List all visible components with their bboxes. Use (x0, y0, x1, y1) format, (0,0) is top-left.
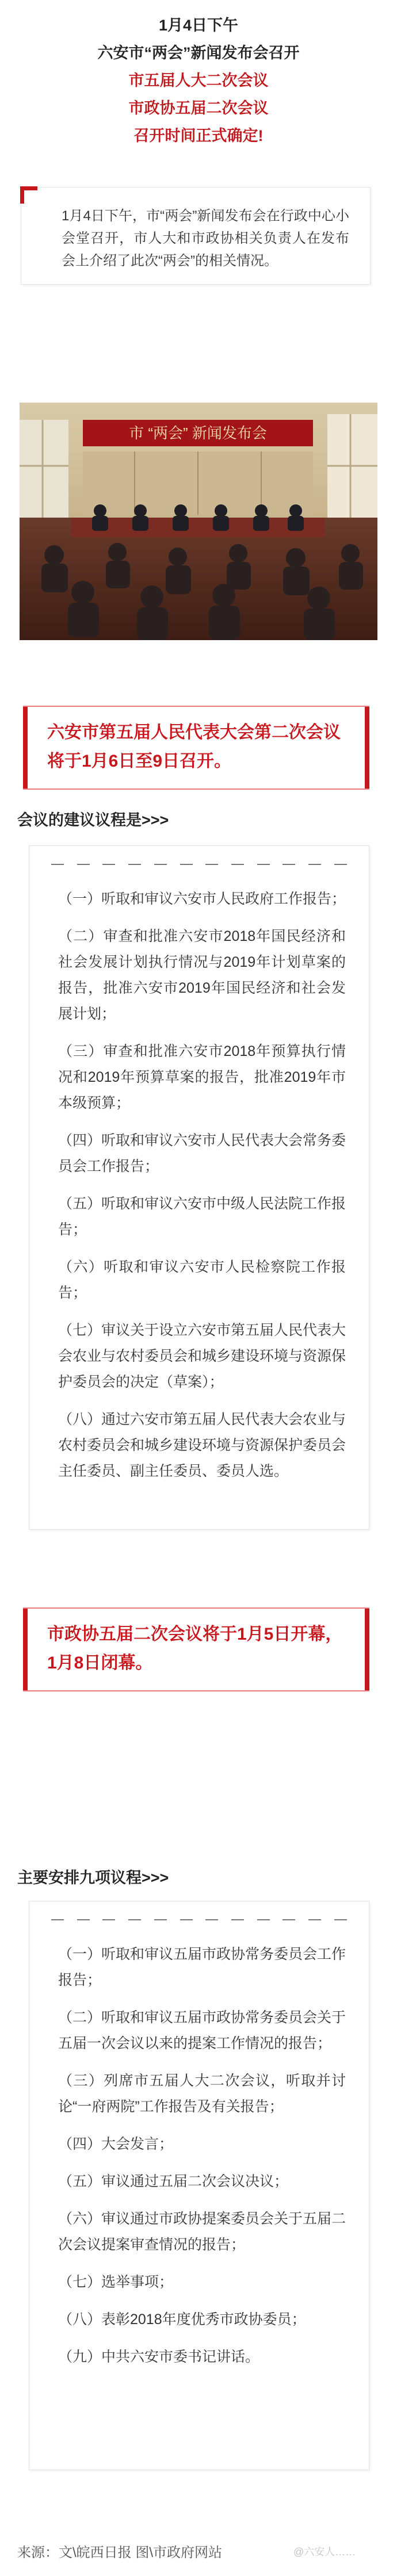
list-item: （四）大会发言； (58, 2136, 174, 2152)
list-item: （四）听取和审议六安市人民代表大会常务委员会工作报告； (58, 1132, 346, 1174)
headline-cppcc: 市政协五届二次会议 (128, 99, 269, 117)
npc-agenda-list (58, 886, 346, 1496)
cppcc-callout-text: 市政协五届二次会议将于1月5日开幕，1月8日闭幕。 (47, 1625, 343, 1672)
headline-npc: 市五届人大二次会议 (128, 72, 269, 89)
list-item: （三）列席市五届人大二次会议，听取并讨论“一府两院”工作报告及有关报告； (58, 2073, 346, 2115)
list-item: （三）审查和批准六安市2018年预算执行情况和2019年预算草案的报告，批准2019年市本级预算； (58, 1043, 346, 1111)
npc-section-title: 会议的建议议程是>>> (17, 812, 169, 829)
list-item: （六）审议通过市政协提案委员会关于五届二次会议提案审查情况的报告； (58, 2211, 346, 2253)
dash-divider (51, 860, 347, 867)
cppcc-section-title: 主要安排九项议程>>> (17, 1869, 169, 1886)
list-item: （二）审查和批准六安市2018年国民经济和社会发展计划执行情况与2019年计划草案的报告，批准六安市2019年国民经济和社会发展计划； (58, 928, 346, 1022)
headline-date: 1月4日下午 (158, 17, 239, 34)
npc-callout-text: 六安市第五届人民代表大会第二次会议将于1月6日至9日召开。 (47, 723, 341, 771)
list-item: （八）通过六安市第五届人民代表大会农业与农村委员会和城乡建设环境与资源保护委员会主任委员、副主任委员、委员人选。 (58, 1411, 346, 1479)
headline-event: 六安市“两会”新闻发布会召开 (97, 44, 300, 62)
cppcc-agenda-list (58, 1942, 346, 2382)
npc-agenda-box (29, 845, 369, 1530)
list-item: （一）听取和审议六安市人民政府工作报告； (58, 891, 346, 907)
cppcc-agenda-box (29, 1901, 369, 2470)
list-item: （七）选举事项； (58, 2274, 174, 2290)
list-item: （八）表彰2018年度优秀市政协委员； (58, 2311, 306, 2328)
watermark: @六安人…… (293, 2546, 356, 2558)
list-item: （七）审议关于设立六安市第五届人民代表大会农业与农村委员会和城乡建设环境与资源保护委员会的决定（草案）； (58, 1322, 346, 1390)
intro-text: 1月4日下午，市“两会”新闻发布会在行政中心小会堂召开，市人大和市政协相关负责人在发布会上介绍了此次“两会”的相关情况。 (62, 208, 349, 269)
list-item: （六）听取和审议六安市人民检察院工作报告； (58, 1259, 346, 1301)
list-item: （五）审议通过五届二次会议决议； (58, 2173, 289, 2190)
dash-divider (51, 1916, 347, 1923)
headline (0, 12, 397, 150)
headline-confirmed: 召开时间正式确定! (133, 127, 264, 144)
meeting-photo (20, 403, 377, 640)
intro-box (21, 187, 371, 285)
npc-callout (23, 706, 369, 790)
list-item: （二）听取和审议五届市政协常务委员会关于五届一次会议以来的提案工作情况的报告； (58, 2009, 346, 2051)
banner-text: 市 “两会” 新闻发布会 (129, 424, 267, 442)
corner-accent (20, 186, 37, 204)
list-item: （九）中共六安市委书记讲话。 (58, 2349, 260, 2365)
source-credit: 来源：文\皖西日报 图\市政府网站 (17, 2545, 223, 2560)
list-item: （一）听取和审议五届市政协常务委员会工作报告； (58, 1946, 346, 1988)
cppcc-callout (23, 1607, 369, 1691)
list-item: （五）听取和审议六安市中级人民法院工作报告； (58, 1196, 346, 1238)
